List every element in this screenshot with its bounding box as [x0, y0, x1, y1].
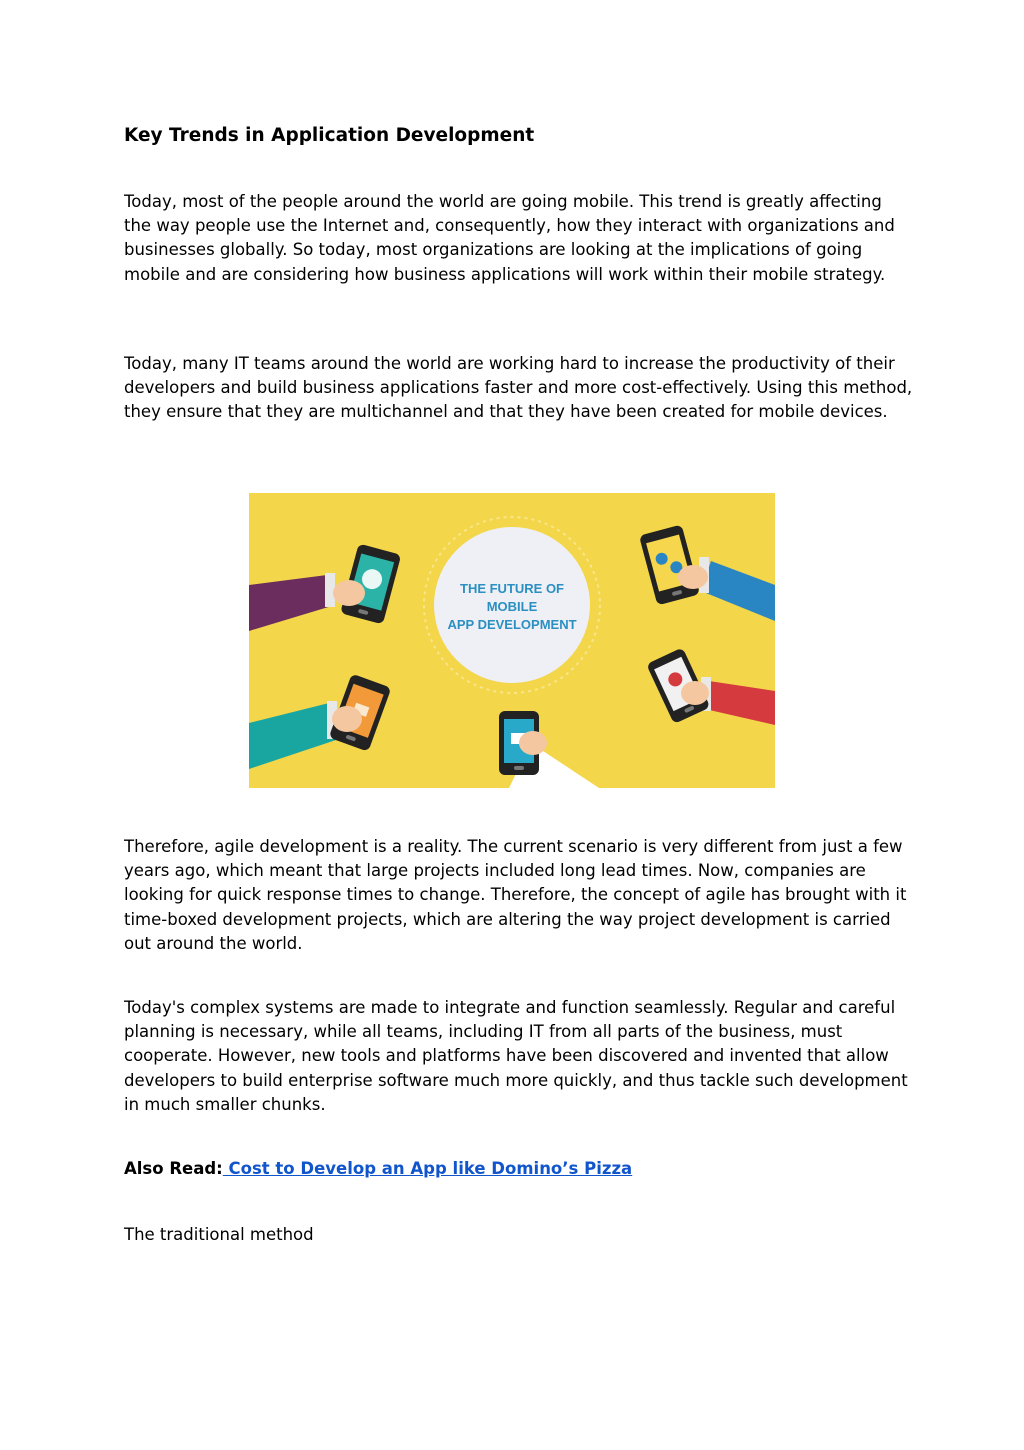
paragraph-it-teams: Today, many IT teams around the world are working hard to increase the productivity of their developers and build business applications faster and more cost-effectively. Using this method, they ensure that they are multichannel and that they have been created for mobile devices. — [124, 354, 913, 422]
paragraph-agile-development: Therefore, agile development is a reality. The current scenario is very different from just a few years ago, which meant that large projects included long lead times. Now, companies are looking for quick response times to change. Therefore, the concept of agile has brought with it time-boxed development projects, which are altering the way project development is carried out around the world. — [124, 837, 907, 953]
hand-phone-mail-icon — [499, 711, 599, 788]
figure-title-line-3: APP DEVELOPMENT — [447, 617, 577, 632]
paragraph-complex-systems: Today's complex systems are made to integrate and function seamlessly. Regular and careful planning is necessary, while all teams, including IT from all parts of the business, must cooperate. However, new tools and platforms have been discovered and invented that allow developers to build enterprise software much more quickly, and thus tackle such development in much smaller chunks. — [124, 998, 908, 1114]
also-read-line — [124, 1157, 632, 1181]
document-heading: Key Trends in Application Development — [124, 125, 535, 146]
paragraph-going-mobile: Today, most of the people around the world are going mobile. This trend is greatly affecting the way people use the Internet and, consequently, how they interact with organizations and businesses globally. So today, most organizations are looking at the implications of going mobile and are considering how business applications will work within their mobile strategy. — [124, 192, 895, 284]
hand-phone-cart-icon — [249, 674, 391, 769]
also-read-label: Also Read: — [124, 1159, 223, 1178]
hand-phone-chat-icon — [249, 543, 401, 631]
future-of-mobile-app-development-illustration — [249, 493, 775, 788]
also-read-link[interactable]: Cost to Develop an App like Domino’s Pizza — [222, 1159, 633, 1178]
figure-title-line-1: THE FUTURE OF — [460, 581, 564, 596]
figure-title-line-2: MOBILE — [486, 599, 538, 614]
hand-phone-map-pin-icon — [646, 647, 775, 725]
hand-phone-settings-icon — [639, 524, 775, 621]
section-text-traditional-method: The traditional method — [124, 1225, 314, 1244]
